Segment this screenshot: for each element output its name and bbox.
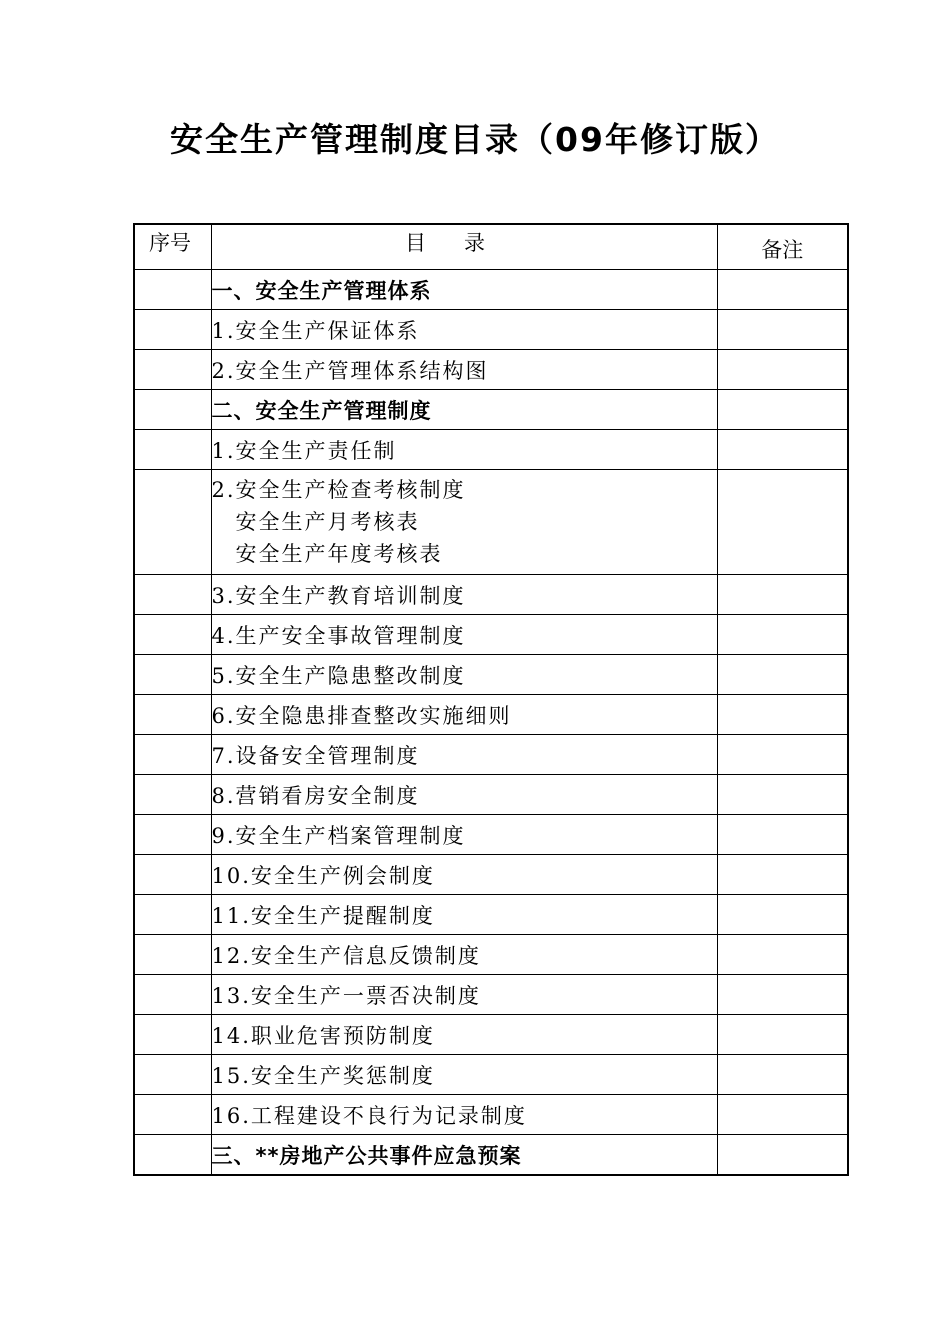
note-cell bbox=[717, 975, 848, 1015]
seq-cell bbox=[134, 975, 211, 1015]
table-row bbox=[134, 615, 848, 655]
seq-cell bbox=[134, 270, 211, 310]
seq-cell bbox=[134, 735, 211, 775]
seq-cell bbox=[134, 470, 211, 575]
table-row bbox=[134, 695, 848, 735]
directory-item: 7.设备安全管理制度 bbox=[211, 735, 717, 775]
seq-cell bbox=[134, 815, 211, 855]
table-row bbox=[134, 935, 848, 975]
note-cell bbox=[717, 1135, 848, 1176]
table-row bbox=[134, 1015, 848, 1055]
note-cell bbox=[717, 695, 848, 735]
directory-item: 11.安全生产提醒制度 bbox=[211, 895, 717, 935]
directory-item: 1.安全生产责任制 bbox=[211, 430, 717, 470]
directory-item: 15.安全生产奖惩制度 bbox=[211, 1055, 717, 1095]
directory-item: 6.安全隐患排查整改实施细则 bbox=[211, 695, 717, 735]
seq-cell bbox=[134, 1135, 211, 1176]
directory-subitem: 安全生产月考核表 bbox=[235, 510, 420, 534]
directory-item: 2.安全生产管理体系结构图 bbox=[211, 350, 717, 390]
directory-item: 12.安全生产信息反馈制度 bbox=[211, 935, 717, 975]
note-cell bbox=[717, 855, 848, 895]
seq-cell bbox=[134, 310, 211, 350]
seq-cell bbox=[134, 1095, 211, 1135]
note-cell bbox=[717, 310, 848, 350]
note-cell bbox=[717, 895, 848, 935]
note-cell bbox=[717, 735, 848, 775]
directory-item: 9.安全生产档案管理制度 bbox=[211, 815, 717, 855]
note-cell bbox=[717, 350, 848, 390]
table-row bbox=[134, 310, 848, 350]
seq-cell bbox=[134, 775, 211, 815]
directory-item: 16.工程建设不良行为记录制度 bbox=[211, 1095, 717, 1135]
note-cell bbox=[717, 575, 848, 615]
note-cell bbox=[717, 390, 848, 430]
table-row bbox=[134, 735, 848, 775]
directory-item: 4.生产安全事故管理制度 bbox=[211, 615, 717, 655]
directory-item-line: 2.安全生产检查考核制度 bbox=[211, 478, 466, 502]
seq-cell bbox=[134, 575, 211, 615]
directory-subitem: 安全生产年度考核表 bbox=[235, 542, 443, 566]
seq-cell bbox=[134, 390, 211, 430]
header-note: 备注 bbox=[717, 224, 848, 270]
table-row bbox=[134, 655, 848, 695]
table-row bbox=[134, 390, 848, 430]
section-heading: 三、**房地产公共事件应急预案 bbox=[211, 1135, 717, 1176]
directory-item: 13.安全生产一票否决制度 bbox=[211, 975, 717, 1015]
page-title: 安全生产管理制度目录（09年修订版） bbox=[170, 120, 780, 159]
table-row bbox=[134, 815, 848, 855]
table-row bbox=[134, 575, 848, 615]
table-row bbox=[134, 470, 848, 575]
seq-cell bbox=[134, 1015, 211, 1055]
table-row bbox=[134, 1135, 848, 1176]
table-header-row bbox=[134, 224, 848, 270]
seq-cell bbox=[134, 1055, 211, 1095]
note-cell bbox=[717, 935, 848, 975]
directory-table bbox=[133, 223, 849, 1176]
section-heading: 一、安全生产管理体系 bbox=[211, 270, 717, 310]
directory-item: 5.安全生产隐患整改制度 bbox=[211, 655, 717, 695]
note-cell bbox=[717, 1095, 848, 1135]
seq-cell bbox=[134, 430, 211, 470]
table-row bbox=[134, 270, 848, 310]
table-row bbox=[134, 775, 848, 815]
directory-item: 1.安全生产保证体系 bbox=[211, 310, 717, 350]
directory-item: 14.职业危害预防制度 bbox=[211, 1015, 717, 1055]
directory-item: 8.营销看房安全制度 bbox=[211, 775, 717, 815]
note-cell bbox=[717, 615, 848, 655]
note-cell bbox=[717, 270, 848, 310]
seq-cell bbox=[134, 895, 211, 935]
table-row bbox=[134, 855, 848, 895]
directory-item: 3.安全生产教育培训制度 bbox=[211, 575, 717, 615]
table-row bbox=[134, 975, 848, 1015]
table-row bbox=[134, 1055, 848, 1095]
table-row bbox=[134, 895, 848, 935]
note-cell bbox=[717, 1015, 848, 1055]
note-cell bbox=[717, 430, 848, 470]
table-row bbox=[134, 430, 848, 470]
table-body bbox=[134, 270, 848, 1176]
seq-cell bbox=[134, 655, 211, 695]
header-directory: 目录 bbox=[211, 224, 717, 270]
seq-cell bbox=[134, 350, 211, 390]
section-heading: 二、安全生产管理制度 bbox=[211, 390, 717, 430]
table-row bbox=[134, 1095, 848, 1135]
note-cell bbox=[717, 815, 848, 855]
seq-cell bbox=[134, 615, 211, 655]
directory-item bbox=[211, 470, 717, 575]
seq-cell bbox=[134, 855, 211, 895]
note-cell bbox=[717, 1055, 848, 1095]
table-row bbox=[134, 350, 848, 390]
seq-cell bbox=[134, 935, 211, 975]
seq-cell bbox=[134, 695, 211, 735]
directory-item: 10.安全生产例会制度 bbox=[211, 855, 717, 895]
note-cell bbox=[717, 470, 848, 575]
note-cell bbox=[717, 655, 848, 695]
header-seq: 序号 bbox=[134, 224, 211, 270]
note-cell bbox=[717, 775, 848, 815]
